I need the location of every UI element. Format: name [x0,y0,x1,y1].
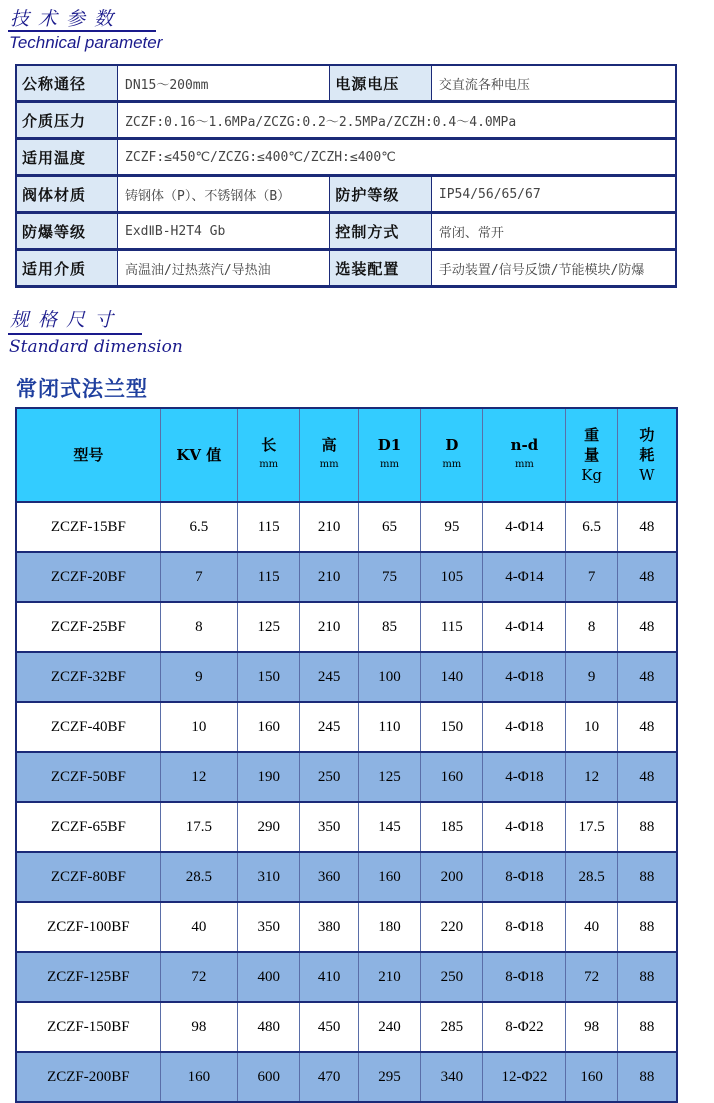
dim-header-name: D [445,436,459,454]
dim-header-unit: mm [259,459,279,470]
dim-header-name: KV 值 [176,446,222,464]
dim-header-cell [238,408,300,502]
table-cell: 10 [160,702,237,752]
table-cell: 8-Φ22 [483,1002,566,1052]
table-cell: 245 [300,702,359,752]
dim-header-name: 功耗 [639,426,655,464]
tech-title-rule [8,30,156,32]
table-cell: 250 [421,952,483,1002]
table-cell: 7 [160,552,237,602]
table-cell: 210 [300,552,359,602]
tech-row [16,65,676,102]
table-cell: ZCZF-125BF [16,952,160,1002]
table-cell: 295 [358,1052,420,1102]
table-cell: 200 [421,852,483,902]
table-cell: 65 [358,502,420,552]
table-cell: 360 [300,852,359,902]
table-row [16,602,677,652]
table-cell: 28.5 [566,852,617,902]
tech-label: 介质压力 [16,102,118,139]
dim-header-name: 高 [321,436,337,454]
dim-header-name: 重量 [584,426,600,464]
table-row [16,952,677,1002]
table-cell: ZCZF-150BF [16,1002,160,1052]
dim-title-en: Standard dimension [9,337,183,357]
table-cell: 210 [300,602,359,652]
table-cell: 185 [421,802,483,852]
dim-title-cn: 规格尺寸 [10,309,123,331]
table-row [16,902,677,952]
table-cell: 480 [238,1002,300,1052]
table-cell: ZCZF-50BF [16,752,160,802]
table-cell: 100 [358,652,420,702]
table-cell: 150 [238,652,300,702]
table-cell: 105 [421,552,483,602]
table-cell: 285 [421,1002,483,1052]
table-cell: 245 [300,652,359,702]
table-cell: 8-Φ18 [483,852,566,902]
tech-label: 选装配置 [330,250,432,287]
dim-header-unit: Kg [581,466,603,484]
tech-row [16,102,676,139]
dim-header-cell [160,408,237,502]
table-cell: ZCZF-65BF [16,802,160,852]
table-cell: 160 [358,852,420,902]
table-cell: 48 [617,752,677,802]
table-cell: 72 [160,952,237,1002]
table-cell: 350 [300,802,359,852]
table-cell: 85 [358,602,420,652]
table-cell: 115 [421,602,483,652]
table-cell: 88 [617,1052,677,1102]
table-cell: 190 [238,752,300,802]
tech-label: 适用介质 [16,250,118,287]
table-cell: 160 [160,1052,237,1102]
table-cell: ZCZF-100BF [16,902,160,952]
table-cell: 410 [300,952,359,1002]
table-cell: 210 [358,952,420,1002]
table-cell: 17.5 [566,802,617,852]
dim-header-unit: mm [442,459,462,470]
table-cell: 17.5 [160,802,237,852]
table-cell: 75 [358,552,420,602]
table-cell: 250 [300,752,359,802]
dim-header-cell [300,408,359,502]
table-cell: 210 [300,502,359,552]
table-cell: 4-Φ18 [483,652,566,702]
table-cell: ZCZF-25BF [16,602,160,652]
table-cell: 8-Φ18 [483,952,566,1002]
table-cell: 450 [300,1002,359,1052]
tech-row [16,139,676,176]
table-cell: 95 [421,502,483,552]
tech-value: 铸钢体（P）、不锈钢体（B） [118,176,330,213]
table-cell: 4-Φ14 [483,602,566,652]
tech-parameter-table [15,64,677,288]
table-cell: 8 [160,602,237,652]
table-cell: 12 [566,752,617,802]
tech-value: ExdⅡB-H2T4 Gb [118,213,330,250]
tech-value: 手动装置/信号反馈/节能模块/防爆 [431,250,676,287]
table-cell: 180 [358,902,420,952]
table-cell: 160 [421,752,483,802]
table-cell: 4-Φ18 [483,702,566,752]
tech-label: 防爆等级 [16,213,118,250]
table-cell: 48 [617,552,677,602]
tech-label: 防护等级 [330,176,432,213]
table-cell: 115 [238,502,300,552]
table-row [16,652,677,702]
dim-header-name: D1 [377,436,402,454]
dim-header-unit: mm [319,459,339,470]
table-cell: 160 [238,702,300,752]
table-row [16,802,677,852]
dim-header-cell [421,408,483,502]
table-cell: 400 [238,952,300,1002]
table-cell: 88 [617,852,677,902]
table-row [16,502,677,552]
table-row [16,1002,677,1052]
table-cell: 8 [566,602,617,652]
tech-value: 高温油/过热蒸汽/导热油 [118,250,330,287]
dimension-table [15,407,678,1103]
table-cell: 145 [358,802,420,852]
table-cell: 150 [421,702,483,752]
tech-row [16,213,676,250]
tech-row [16,250,676,287]
table-cell: 350 [238,902,300,952]
table-cell: 8-Φ18 [483,902,566,952]
table-cell: 310 [238,852,300,902]
table-cell: 48 [617,702,677,752]
table-cell: 9 [566,652,617,702]
tech-label: 控制方式 [330,213,432,250]
table-cell: 10 [566,702,617,752]
table-cell: ZCZF-80BF [16,852,160,902]
table-cell: 88 [617,902,677,952]
table-cell: 40 [566,902,617,952]
tech-value: 交直流各种电压 [431,65,676,102]
dim-header-unit: mm [380,459,399,470]
table-cell: ZCZF-40BF [16,702,160,752]
table-cell: 9 [160,652,237,702]
table-cell: 98 [566,1002,617,1052]
table-cell: ZCZF-200BF [16,1052,160,1102]
table-cell: 12 [160,752,237,802]
table-cell: 48 [617,602,677,652]
table-cell: 6.5 [160,502,237,552]
tech-label: 适用温度 [16,139,118,176]
table-cell: ZCZF-32BF [16,652,160,702]
dim-header-cell [617,408,677,502]
tech-label: 阀体材质 [16,176,118,213]
table-row [16,1052,677,1102]
table-cell: 125 [358,752,420,802]
table-row [16,702,677,752]
table-row [16,552,677,602]
tech-row [16,176,676,213]
tech-title-cn: 技术参数 [10,8,123,30]
table-cell: 28.5 [160,852,237,902]
table-row [16,852,677,902]
dim-header-cell [16,408,160,502]
table-cell: 88 [617,1002,677,1052]
table-cell: 98 [160,1002,237,1052]
dim-header-unit: W [639,466,655,484]
dim-header-unit: mm [514,459,534,470]
tech-value: ZCZF:≤450℃/ZCZG:≤400℃/ZCZH:≤400℃ [118,139,676,176]
table-cell: 115 [238,552,300,602]
table-cell: 600 [238,1052,300,1102]
table-cell: ZCZF-15BF [16,502,160,552]
table-cell: 40 [160,902,237,952]
table-cell: 72 [566,952,617,1002]
table-cell: 110 [358,702,420,752]
dim-header-name: 长 [261,436,277,454]
table-cell: 4-Φ18 [483,802,566,852]
dim-header-cell [483,408,566,502]
table-cell: 7 [566,552,617,602]
tech-value: 常闭、常开 [431,213,676,250]
table-cell: 470 [300,1052,359,1102]
table-cell: 6.5 [566,502,617,552]
tech-label: 电源电压 [330,65,432,102]
table-cell: 290 [238,802,300,852]
tech-title-en: Technical parameter [9,33,163,52]
table-cell: 4-Φ14 [483,502,566,552]
table-cell: 12-Φ22 [483,1052,566,1102]
table-cell: 160 [566,1052,617,1102]
table-row [16,752,677,802]
dim-header-cell [566,408,617,502]
table-cell: 4-Φ18 [483,752,566,802]
table-cell: 48 [617,502,677,552]
tech-value: ZCZF:0.16～1.6MPa/ZCZG:0.2～2.5MPa/ZCZH:0.4～4.0MPa [118,102,676,139]
tech-value: DN15～200mm [118,65,330,102]
tech-label: 公称通径 [16,65,118,102]
dim-header-name: n-d [510,436,539,454]
dim-subtitle: 常闭式法兰型 [16,376,148,401]
tech-value: IP54/56/65/67 [431,176,676,213]
dim-header-cell [358,408,420,502]
table-cell: 240 [358,1002,420,1052]
table-cell: 380 [300,902,359,952]
table-cell: 140 [421,652,483,702]
table-cell: 88 [617,952,677,1002]
table-cell: 48 [617,652,677,702]
table-cell: 88 [617,802,677,852]
table-cell: ZCZF-20BF [16,552,160,602]
dim-title-rule [8,333,142,335]
dim-header-name: 型号 [73,446,104,464]
table-cell: 125 [238,602,300,652]
table-cell: 4-Φ14 [483,552,566,602]
table-cell: 340 [421,1052,483,1102]
table-cell: 220 [421,902,483,952]
